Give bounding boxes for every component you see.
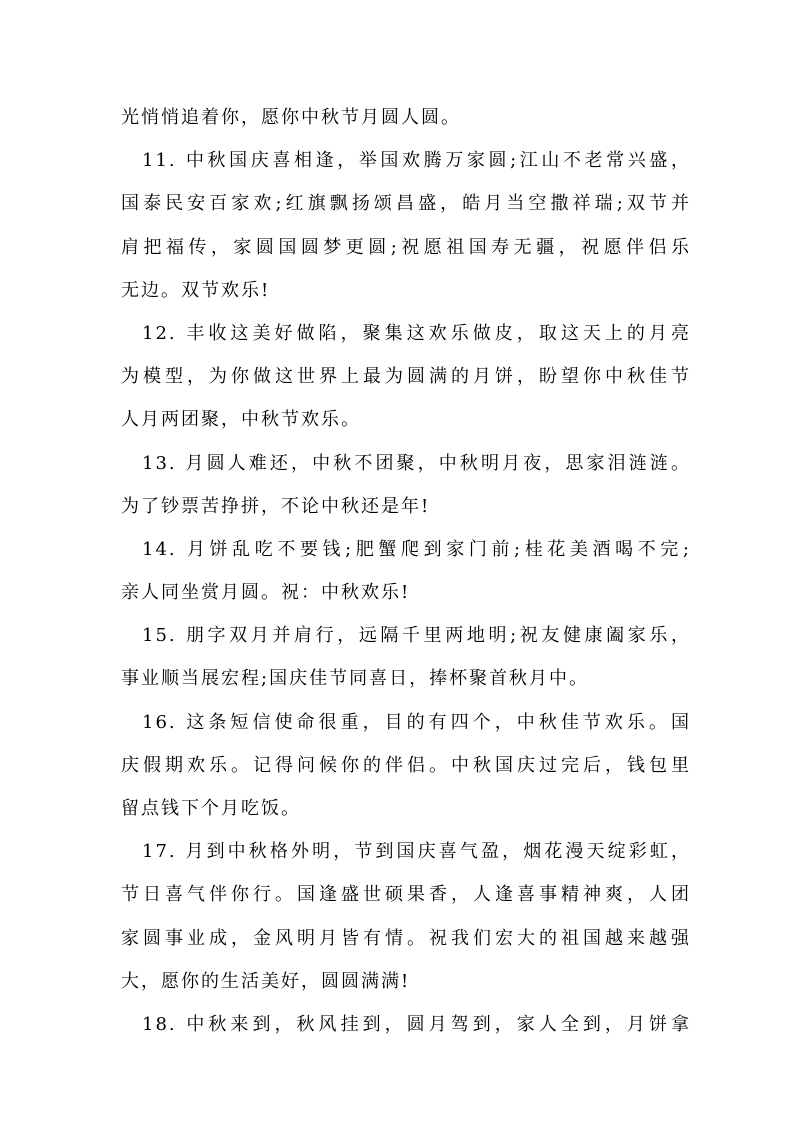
text-line: 留点钱下个月吃饭。: [121, 798, 301, 819]
text-line: 16. 这条短信使命很重，目的有四个，中秋佳节欢乐。国: [142, 711, 691, 733]
text-line: 大，愿你的生活美好，圆圆满满!: [121, 970, 411, 992]
text-line: 节日喜气伴你行。国逢盛世硕果香，人逢喜事精神爽，人团: [121, 884, 691, 906]
document-body: [121, 96, 691, 1046]
text-line: 亲人同坐赏月圆。祝：中秋欢乐!: [121, 582, 411, 604]
text-line: 人月两团聚，中秋节欢乐。: [121, 409, 361, 431]
text-line: 14. 月饼乱吃不要钱;肥蟹爬到家门前;桂花美酒喝不完;: [142, 538, 691, 560]
text-line: 光悄悄追着你，愿你中秋节月圆人圆。: [121, 107, 461, 128]
text-line: 肩把福传，家圆国圆梦更圆;祝愿祖国寿无疆，祝愿伴侣乐: [121, 236, 691, 258]
text-line: 12. 丰收这美好做陷，聚集这欢乐做皮，取这天上的月亮: [142, 322, 691, 344]
text-line: 国泰民安百家欢;红旗飘扬颂昌盛，皓月当空撒祥瑞;双节并: [121, 193, 691, 215]
text-line: 为了钞票苦挣拼，不论中秋还是年!: [121, 495, 431, 517]
text-line: 13. 月圆人难还，中秋不团聚，中秋明月夜，思家泪涟涟。: [142, 452, 691, 474]
text-line: 11. 中秋国庆喜相逢，举国欢腾万家圆;江山不老常兴盛，: [142, 150, 691, 172]
text-line: 事业顺当展宏程;国庆佳节同喜日，捧杯聚首秋月中。: [121, 668, 590, 690]
text-line: 15. 朋字双月并肩行，远隔千里两地明;祝友健康阖家乐，: [142, 625, 691, 647]
text-line: 无边。双节欢乐!: [121, 279, 271, 301]
text-line: 为模型，为你做这世界上最为圆满的月饼，盼望你中秋佳节: [121, 366, 691, 388]
text-line: 17. 月到中秋格外明，节到国庆喜气盈，烟花漫天绽彩虹，: [142, 841, 691, 863]
text-line: 庆假期欢乐。记得问候你的伴侣。中秋国庆过完后，钱包里: [121, 754, 691, 776]
text-line: 18. 中秋来到，秋风挂到，圆月驾到，家人全到，月饼拿: [142, 1013, 691, 1035]
text-line: 家圆事业成，金风明月皆有情。祝我们宏大的祖国越来越强: [121, 927, 691, 949]
